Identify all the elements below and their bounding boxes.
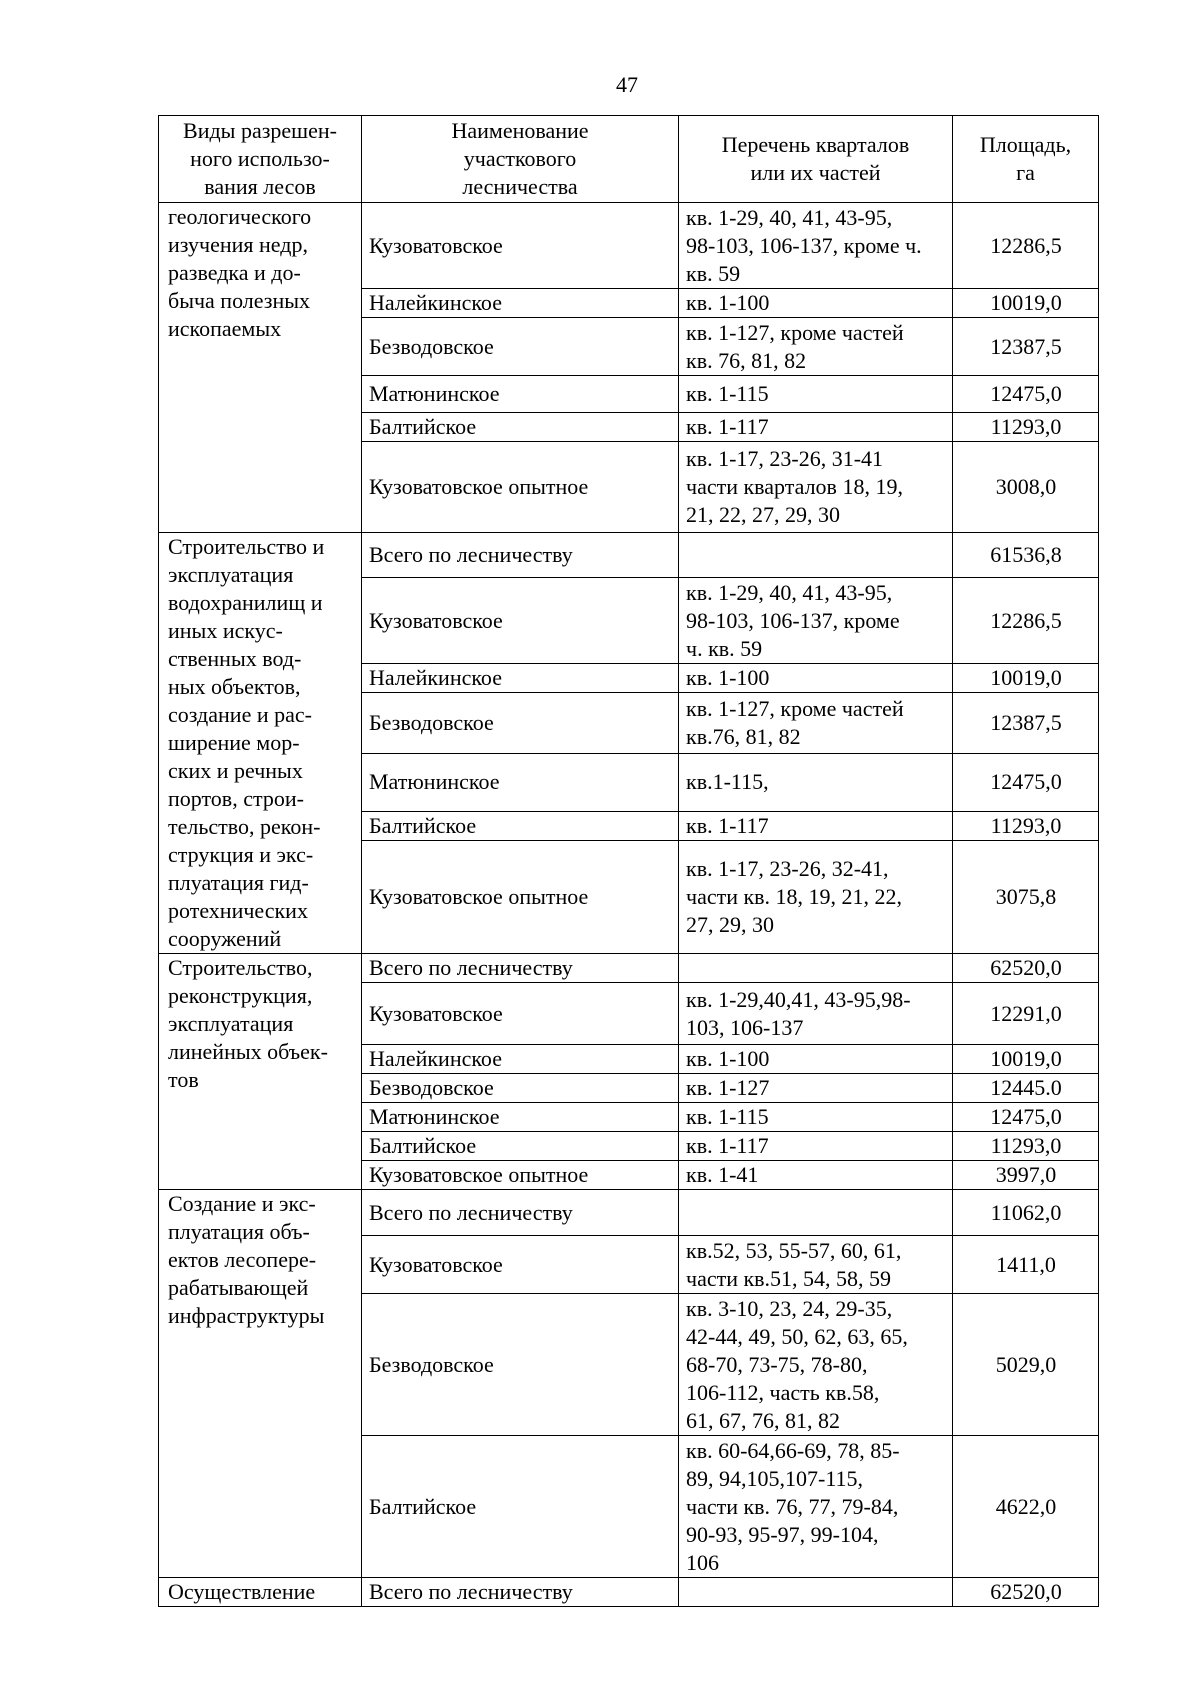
forestry-name-cell: Безводовское (362, 693, 679, 753)
forestry-name-cell: Кузоватовское (362, 578, 679, 664)
forestry-name-cell: Всего по лесничеству (362, 1578, 679, 1607)
forestry-name-cell: Безводовское (362, 318, 679, 376)
quarters-list-cell: кв. 1-100 (679, 1045, 953, 1074)
forestry-name-cell: Всего по лесничеству (362, 1190, 679, 1236)
area-cell: 3075,8 (953, 840, 1099, 953)
table-row (159, 1190, 1099, 1236)
use-type-cell: Строительство, реконструкция, эксплуатация линейных объек- тов (159, 954, 362, 1190)
forestry-name-cell: Балтийское (362, 1436, 679, 1578)
use-type-cell: Создание и экс- плуатация объ- ектов лесопере- рабатывающей инфраструктуры (159, 1190, 362, 1578)
quarters-list-cell: кв. 1-117 (679, 413, 953, 442)
quarters-list-cell: кв. 60-64,66-69, 78, 85- 89, 94,105,107-115, части кв. 76, 77, 79-84, 90-93, 95-97, 99-104, 106 (679, 1436, 953, 1578)
quarters-list-cell (679, 1578, 953, 1607)
quarters-list-cell: кв.1-115, (679, 753, 953, 811)
area-cell: 12387,5 (953, 693, 1099, 753)
use-type-cell: Строительство и эксплуатация водохранилищ и иных искус- ственных вод- ных объектов, создание и рас- ширение мор- ских и речных портов, строи- тельство, рекон- струкция и экс- плуатация гид- ротехнических сооружений (159, 533, 362, 954)
forestry-name-cell: Налейкинское (362, 289, 679, 318)
table-body (159, 203, 1099, 1607)
forestry-name-cell: Матюнинское (362, 376, 679, 413)
area-cell: 12387,5 (953, 318, 1099, 376)
quarters-list-cell (679, 533, 953, 578)
quarters-list-cell: кв. 1-115 (679, 1103, 953, 1132)
forestry-name-cell: Кузоватовское (362, 983, 679, 1045)
header-area: Площадь, га (953, 116, 1099, 203)
forest-use-table (158, 115, 1099, 1607)
area-cell: 12286,5 (953, 203, 1099, 289)
forestry-name-cell: Кузоватовское опытное (362, 442, 679, 533)
area-cell: 3008,0 (953, 442, 1099, 533)
header-forestry-name: Наименование участкового лесничества (362, 116, 679, 203)
quarters-list-cell: кв. 1-115 (679, 376, 953, 413)
forestry-name-cell: Налейкинское (362, 1045, 679, 1074)
area-cell: 12286,5 (953, 578, 1099, 664)
use-type-cell: Осуществление (159, 1578, 362, 1607)
area-cell: 10019,0 (953, 1045, 1099, 1074)
forestry-name-cell: Всего по лесничеству (362, 533, 679, 578)
table-row (159, 1578, 1099, 1607)
area-cell: 11293,0 (953, 811, 1099, 840)
area-cell: 11293,0 (953, 1132, 1099, 1161)
page-number: 47 (616, 72, 638, 97)
area-cell: 10019,0 (953, 289, 1099, 318)
area-cell: 11293,0 (953, 413, 1099, 442)
table-row (159, 533, 1099, 578)
forestry-name-cell: Кузоватовское (362, 203, 679, 289)
area-cell: 12475,0 (953, 753, 1099, 811)
forestry-name-cell: Балтийское (362, 1132, 679, 1161)
quarters-list-cell: кв.52, 53, 55-57, 60, 61, части кв.51, 54, 58, 59 (679, 1236, 953, 1294)
quarters-list-cell: кв. 3-10, 23, 24, 29-35, 42-44, 49, 50, 62, 63, 65, 68-70, 73-75, 78-80, 106-112, часть кв.58, 61, 67, 76, 81, 82 (679, 1294, 953, 1436)
quarters-list-cell: кв. 1-100 (679, 664, 953, 693)
forestry-name-cell: Налейкинское (362, 664, 679, 693)
header-quarters-list: Перечень кварталов или их частей (679, 116, 953, 203)
forestry-name-cell: Всего по лесничеству (362, 954, 679, 983)
quarters-list-cell: кв. 1-117 (679, 1132, 953, 1161)
forestry-name-cell: Безводовское (362, 1294, 679, 1436)
area-cell: 62520,0 (953, 1578, 1099, 1607)
area-cell: 62520,0 (953, 954, 1099, 983)
quarters-list-cell: кв. 1-117 (679, 811, 953, 840)
forestry-name-cell: Матюнинское (362, 1103, 679, 1132)
use-type-cell: геологического изучения недр, разведка и до- быча полезных ископаемых (159, 203, 362, 533)
forestry-name-cell: Безводовское (362, 1074, 679, 1103)
quarters-list-cell: кв. 1-29,40,41, 43-95,98- 103, 106-137 (679, 983, 953, 1045)
forestry-name-cell: Кузоватовское опытное (362, 840, 679, 953)
forestry-name-cell: Кузоватовское опытное (362, 1161, 679, 1190)
area-cell: 1411,0 (953, 1236, 1099, 1294)
forestry-name-cell: Балтийское (362, 413, 679, 442)
area-cell: 12291,0 (953, 983, 1099, 1045)
area-cell: 12475,0 (953, 1103, 1099, 1132)
area-cell: 3997,0 (953, 1161, 1099, 1190)
quarters-list-cell: кв. 1-17, 23-26, 31-41 части кварталов 18, 19, 21, 22, 27, 29, 30 (679, 442, 953, 533)
table-row (159, 203, 1099, 289)
area-cell: 4622,0 (953, 1436, 1099, 1578)
table-row (159, 954, 1099, 983)
quarters-list-cell: кв. 1-29, 40, 41, 43-95, 98-103, 106-137, кроме ч. кв. 59 (679, 578, 953, 664)
quarters-list-cell: кв. 1-41 (679, 1161, 953, 1190)
quarters-list-cell (679, 954, 953, 983)
quarters-list-cell (679, 1190, 953, 1236)
area-cell: 61536,8 (953, 533, 1099, 578)
quarters-list-cell: кв. 1-127 (679, 1074, 953, 1103)
forestry-name-cell: Кузоватовское (362, 1236, 679, 1294)
table-header-row (159, 116, 1099, 203)
quarters-list-cell: кв. 1-29, 40, 41, 43-95, 98-103, 106-137, кроме ч. кв. 59 (679, 203, 953, 289)
quarters-list-cell: кв. 1-100 (679, 289, 953, 318)
quarters-list-cell: кв. 1-17, 23-26, 32-41, части кв. 18, 19, 21, 22, 27, 29, 30 (679, 840, 953, 953)
quarters-list-cell: кв. 1-127, кроме частей кв. 76, 81, 82 (679, 318, 953, 376)
area-cell: 12445.0 (953, 1074, 1099, 1103)
quarters-list-cell: кв. 1-127, кроме частей кв.76, 81, 82 (679, 693, 953, 753)
area-cell: 10019,0 (953, 664, 1099, 693)
area-cell: 5029,0 (953, 1294, 1099, 1436)
header-use-type: Виды разрешен- ного использо- вания лесов (159, 116, 362, 203)
forestry-name-cell: Балтийское (362, 811, 679, 840)
area-cell: 12475,0 (953, 376, 1099, 413)
area-cell: 11062,0 (953, 1190, 1099, 1236)
forestry-name-cell: Матюнинское (362, 753, 679, 811)
